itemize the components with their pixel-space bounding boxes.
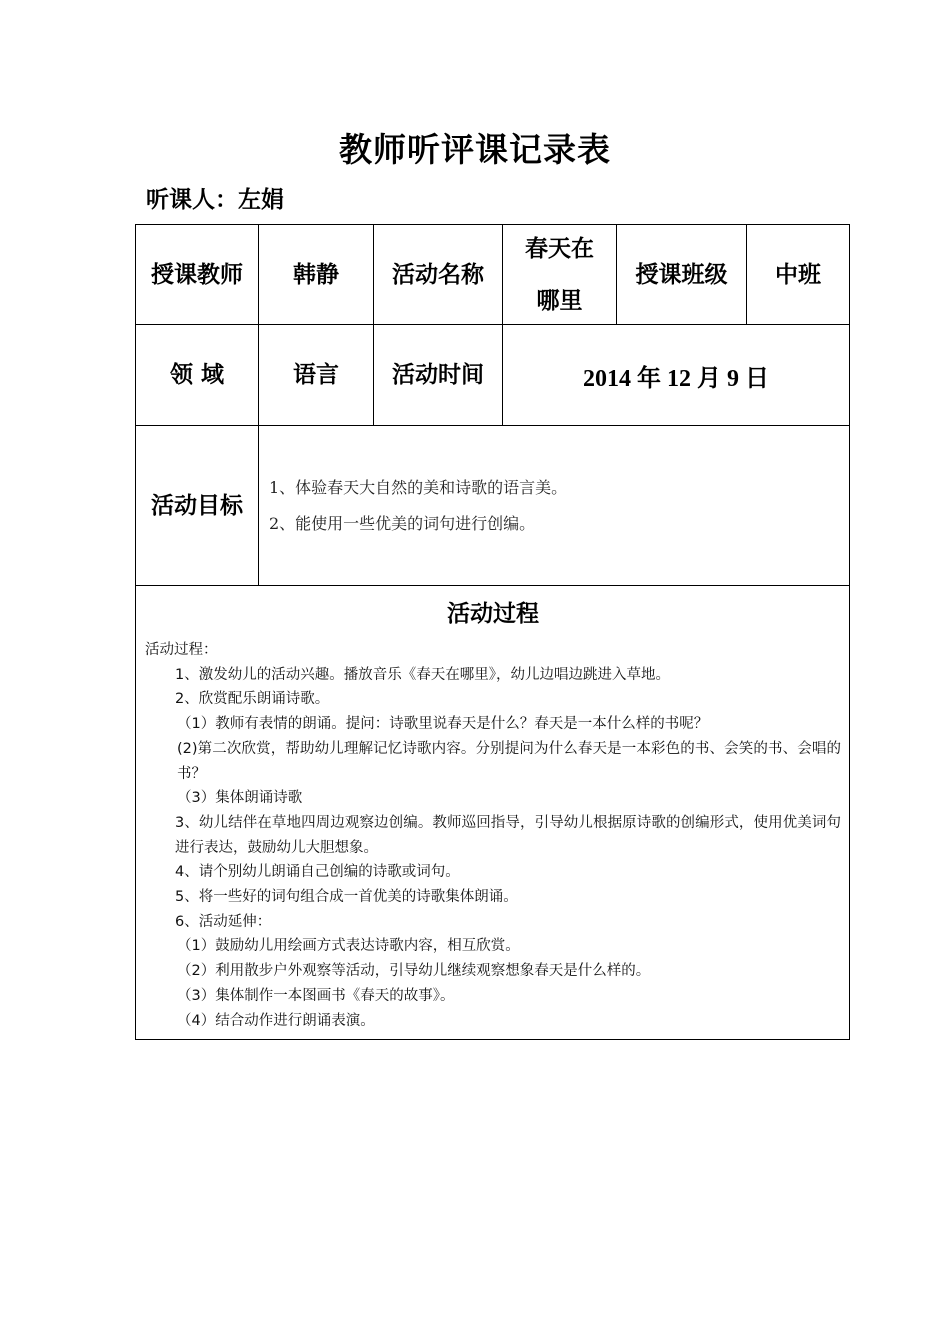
domain-label: 领 域 <box>136 325 259 426</box>
table-row-domain <box>136 325 850 426</box>
process-line: （2）利用散步户外观察等活动，引导幼儿继续观察想象春天是什么样的。 <box>177 963 651 980</box>
activity-name-line2: 哪里 <box>536 287 583 314</box>
process-line: 3、幼儿结伴在草地四周边观察边创编。教师巡回指导，引导幼儿根据原诗歌的创编形式，使用优美词句进行表达，鼓励幼儿大胆想象。 <box>175 814 841 856</box>
process-cell <box>136 586 850 1040</box>
goals-list <box>259 426 850 586</box>
activity-name-value <box>503 225 617 325</box>
teacher-label: 授课教师 <box>136 225 259 325</box>
process-line: （1）教师有表情的朗诵。提问：诗歌里说春天是什么？春天是一本什么样的书呢？ <box>177 716 709 733</box>
process-line: 6、活动延伸： <box>175 913 272 930</box>
process-line: (2)第二次欣赏，帮助幼儿理解记忆诗歌内容。分别提问为什么春天是一本彩色的书、会笑的书、会唱的书？ <box>177 740 841 782</box>
class-label: 授课班级 <box>617 225 747 325</box>
table-row-teacher <box>136 225 850 325</box>
process-line: 5、将一些好的词句组合成一首优美的诗歌集体朗诵。 <box>175 889 518 906</box>
goal-item-1: 1、体验春天大自然的美和诗歌的语言美。 <box>269 477 568 497</box>
goal-item-2: 2、能使用一些优美的词句进行创编。 <box>269 513 536 533</box>
domain-value: 语言 <box>259 325 374 426</box>
process-line: 2、欣赏配乐朗诵诗歌。 <box>175 691 330 708</box>
activity-name-label: 活动名称 <box>374 225 503 325</box>
process-line: （3）集体制作一本图画书《春天的故事》。 <box>177 987 455 1004</box>
process-line: 活动过程： <box>145 642 218 658</box>
process-line: 4、请个别幼儿朗诵自己创编的诗歌或词句。 <box>175 864 460 881</box>
table-row-goals <box>136 426 850 586</box>
process-line: 1、激发幼儿的活动兴趣。播放音乐《春天在哪里》，幼儿边唱边跳进入草地。 <box>175 666 670 683</box>
activity-name-line1: 春天在 <box>525 235 594 262</box>
process-line: （4）结合动作进行朗诵表演。 <box>177 1012 375 1029</box>
process-line: （1）鼓励幼儿用绘画方式表达诗歌内容，相互欣赏。 <box>177 938 520 955</box>
teacher-value: 韩静 <box>259 225 374 325</box>
process-line: （3）集体朗诵诗歌 <box>177 790 303 807</box>
time-label: 活动时间 <box>374 325 503 426</box>
goals-label: 活动目标 <box>136 426 259 586</box>
document-title: 教师听评课记录表 <box>339 130 611 169</box>
listener-name: 听课人：左娟 <box>146 187 284 213</box>
table-row-process <box>136 586 850 1040</box>
class-value: 中班 <box>747 225 850 325</box>
record-table <box>135 224 850 1040</box>
process-title: 活动过程 <box>447 601 539 627</box>
time-value: 2014 年 12 月 9 日 <box>503 325 850 426</box>
